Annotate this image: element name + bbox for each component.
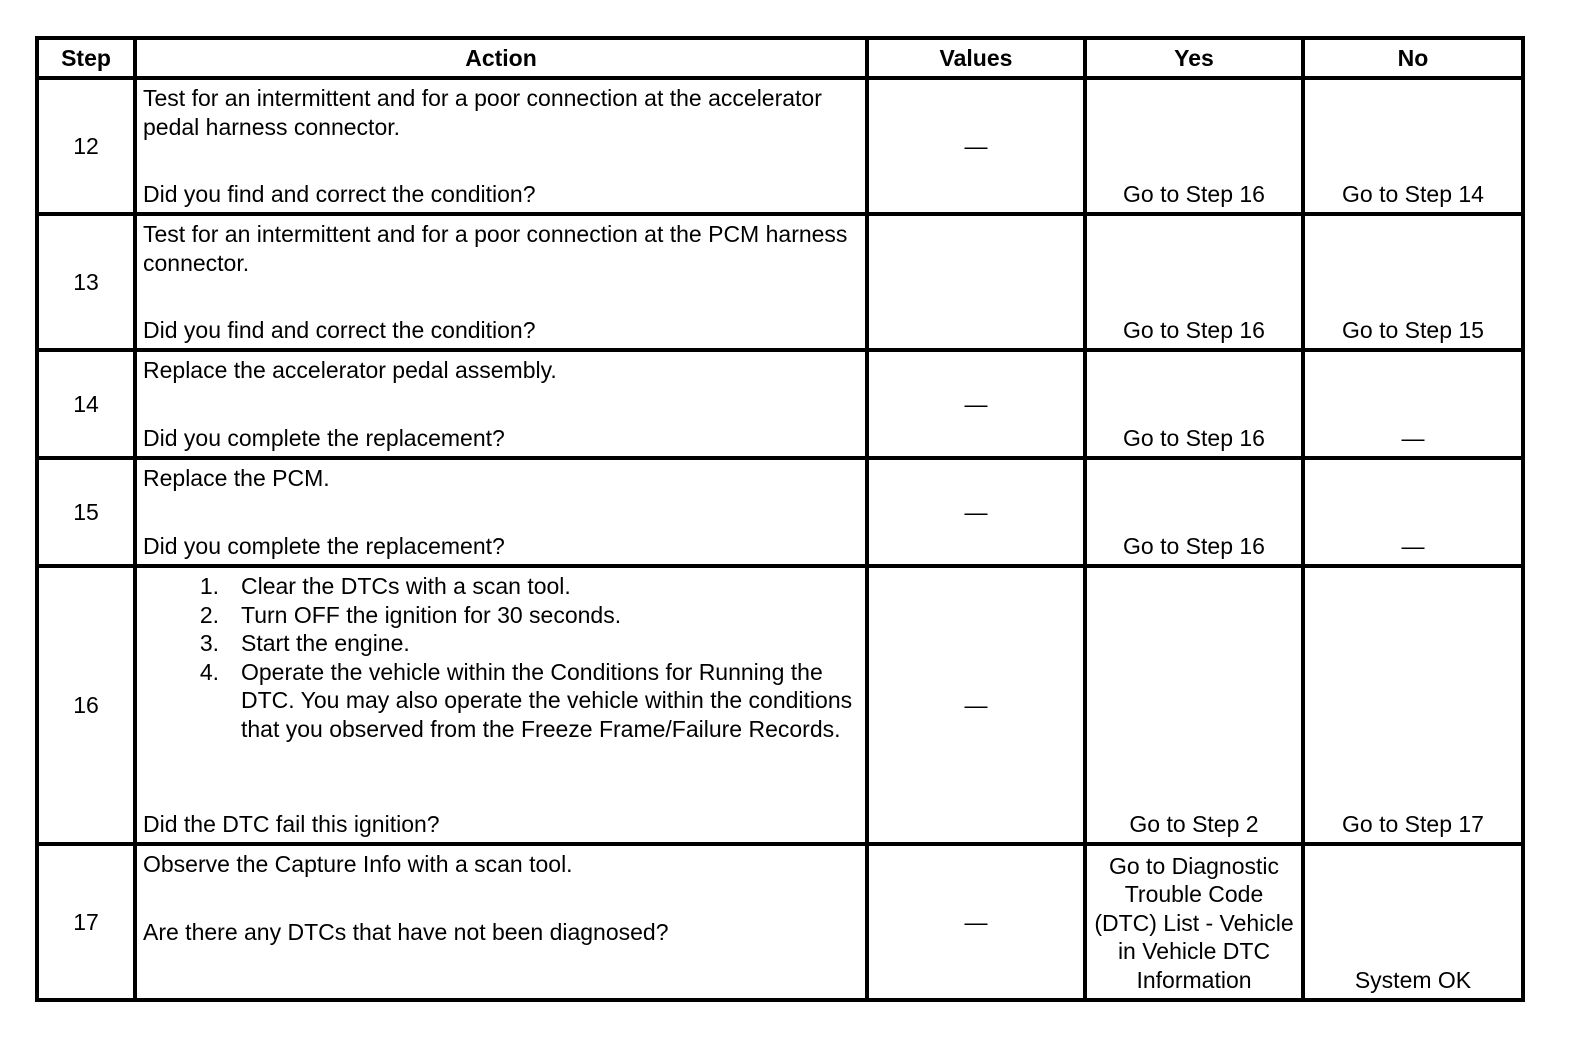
action-question: Are there any DTCs that have not been diagnosed? [143,918,669,945]
action-cell [135,78,867,214]
action-question: Did you find and correct the condition? [143,316,536,343]
no-cell: Go to Step 15 [1303,214,1523,350]
list-item [143,629,859,658]
step-number: 16 [37,566,135,844]
step-number: 17 [37,844,135,1000]
action-cell [135,214,867,350]
values-cell: — [867,78,1085,214]
action-instruction: Observe the Capture Info with a scan tool. [143,851,573,877]
list-item [143,658,859,744]
step-number: 12 [37,78,135,214]
values-cell: — [867,458,1085,566]
list-item-text: Start the engine. [241,630,410,656]
action-cell [135,350,867,458]
table-row [37,78,1523,214]
action-instruction: Test for an intermittent and for a poor connection at the accelerator pedal harness connector. [143,85,822,140]
list-item [143,601,859,630]
header-values: Values [867,38,1085,78]
table-row [37,350,1523,458]
yes-cell: Go to Step 16 [1085,78,1303,214]
step-number: 15 [37,458,135,566]
header-no: No [1303,38,1523,78]
yes-cell: Go to Step 16 [1085,350,1303,458]
yes-cell: Go to Step 16 [1085,458,1303,566]
header-step: Step [37,38,135,78]
diagnostic-table [35,36,1521,1000]
list-item-text: Operate the vehicle within the Conditions for Running the DTC. You may also operate the vehicle within the conditions that you observed from the Freeze Frame/Failure Records. [241,658,853,742]
no-cell: — [1303,350,1523,458]
action-question: Did the DTC fail this ignition? [143,810,440,837]
list-item-text: Clear the DTCs with a scan tool. [241,573,571,599]
action-cell [135,458,867,566]
action-question: Did you find and correct the condition? [143,180,536,207]
step-number: 14 [37,350,135,458]
yes-cell: Go to Diagnostic Trouble Code (DTC) List - Vehicle in Vehicle DTC Information [1085,844,1303,1000]
header-row [37,38,1523,78]
values-cell: — [867,844,1085,1000]
values-cell: — [867,566,1085,844]
action-instruction: Test for an intermittent and for a poor connection at the PCM harness connector. [143,221,848,276]
list-item-number: 1. [199,573,219,599]
table-row [37,214,1523,350]
table-row [37,458,1523,566]
list-item-number: 3. [199,630,219,656]
yes-cell: Go to Step 2 [1085,566,1303,844]
no-cell: Go to Step 14 [1303,78,1523,214]
step-number: 13 [37,214,135,350]
yes-cell: Go to Step 16 [1085,214,1303,350]
values-cell: — [867,350,1085,458]
list-item-number: 4. [199,658,219,685]
list-item [143,572,859,601]
no-cell: — [1303,458,1523,566]
action-question: Did you complete the replacement? [143,424,505,451]
action-cell [135,844,867,1000]
action-instruction: Replace the accelerator pedal assembly. [143,357,557,383]
header-yes: Yes [1085,38,1303,78]
table-row [37,566,1523,844]
table-row [37,844,1523,1000]
action-cell [135,566,867,844]
action-question: Did you complete the replacement? [143,532,505,559]
action-instruction: Replace the PCM. [143,465,330,491]
no-cell: System OK [1303,844,1523,1000]
values-cell [867,214,1085,350]
list-item-text: Turn OFF the ignition for 30 seconds. [241,601,622,628]
list-item-number: 2. [199,601,219,628]
procedure-list [143,572,859,743]
no-cell: Go to Step 17 [1303,566,1523,844]
header-action: Action [135,38,867,78]
